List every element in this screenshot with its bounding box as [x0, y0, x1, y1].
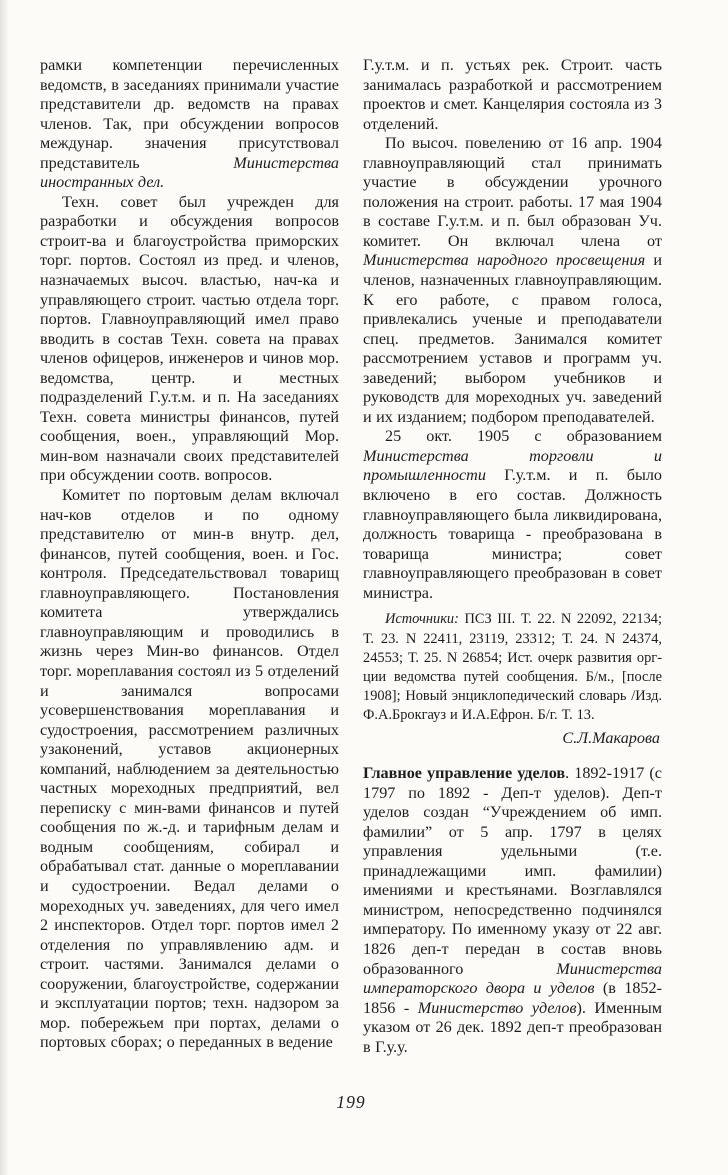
text-run-normal: Техн. совет был учрежден для разработки и обсуждения вопросов строит-ва и благоустройства приморских торг. портов. Состоял из пред. и членов, назначаемых высоч. властью, нач-ка и управляющего строит. частью отдела торг. портов. Главноуправляющий имел право вводить в состав Техн. совета на правах членов офицеров, инженеров и чинов мор. ведомства, центр. и местных подразделений Г.у.т.м. и п. На заседаниях Техн. совета министры финансов, путей сообщения, воен., управляющий Мор. мин-вом назначали своих представителей при обсуждении соотв. вопросов.	[40, 192, 339, 485]
text-run-italic: Министерство уделов	[417, 998, 577, 1017]
paragraph	[363, 427, 662, 603]
text-run-normal: Комитет по портовым делам включал нач-ков отделов и по одному представителю от мин-в внутр. дел, финансов, путей сообщения, воен. и Гос. контроля. Председательствовал товарищ главноуправляющего. Постановления комитета утверждались главноуправляющим и проводились в жизнь через Мин-во финансов. Отдел торг. мореплавания состоял из 5 отделений и занимался вопросами усовершенствования мореплавания и судостроения, рассмотрением различных узаконений, уставов акционерных компаний, наблюдением за деятельностью частных мореходных предприятий, вел переписку с мин-вами финансов и путей сообщения по ж.-д. и тарифным делам и водным сообщениям, собирал и обрабатывал стат. данные о мореплавании и судостроении. Ведал делами о мореходных уч. заведениях, для чего имел 2 инспекторов. Отдел торг. портов имел 2 отделения по управлявлению адм. и строит. частями. Занимался делами о сооружении, благоустройстве, содержании и эксплуатации портов; техн. надзором за мор. побережьем при портах, делами о портовых сборах; о переданных в ведение	[40, 486, 339, 1052]
author-signature	[363, 729, 662, 749]
text-run-italic: Министерства иностранных дел.	[40, 153, 339, 192]
text-run-normal: Г.у.т.м. и п. было включено в его состав. Должность главноуправляющего была ликвидирована, должность товарища - преобразована в товарища министра; совет главноуправляющего преобразован в совет министра.	[363, 466, 662, 602]
text-run-normal: рамки компетенции перечисленных ведомств, в заседаниях принимали участие представители др. ведомств на правах членов. Так, при обсуждении вопросов междунар. значения присутствовал представитель	[40, 56, 339, 172]
paragraph-continuation	[363, 56, 662, 134]
sources-paragraph	[363, 610, 662, 725]
entry-paragraph	[363, 764, 662, 1057]
text-run-normal: 25 окт. 1905 с образованием	[385, 427, 662, 446]
text-run-normal: (в 1852-1856 -	[363, 979, 663, 1017]
text-run-italic: С.Л.Макарова	[562, 728, 660, 747]
text-run-normal: и членов, назначенных главноуправляющим. К его работе, с правом голоса, привлекались ученые и преподаватели спец. предметов. Занимался комитет рассмотрением уставов и программ уч. заведений; выбором учебников и руководств для мореходных уч. заведений и их изданием; подбором преподавателей.	[363, 251, 662, 426]
text-run-normal: ). Именным указом от 26 дек. 1892 деп-т преобразован в Г.у.у.	[363, 998, 662, 1056]
paragraph	[40, 193, 339, 486]
text-area	[40, 56, 662, 1057]
text-run-italic: Министерства торговли и промышленности	[363, 446, 662, 485]
page-number: 199	[336, 1092, 366, 1112]
left-column	[40, 56, 339, 1057]
paragraph-continuation	[40, 56, 339, 193]
text-run-italic: Министерства народного просвещения	[363, 251, 646, 270]
text-run-normal: ПСЗ III. Т. 22. N 22092, 22134; Т. 23. N 22411, 23119, 23312; Т. 24. N 24374, 24553; Т. 25. N 26854; Ист. очерк развития орг-ции ведомства путей сообщения. Б/м., [после 1908]; Новый энциклопедический словарь /Изд. Ф.А.Брокгауз и И.А.Ефрон. Б/г. Т. 13.	[363, 611, 662, 724]
text-run-bold: Главное управление уделов	[363, 764, 566, 783]
text-run-normal: . 1892-1917 (с 1797 по 1892 - Деп-т уделов). Деп-т уделов создан “Учреждением об имп. фамилии” от 5 апр. 1797 в целях управления удельными (т.е. принадлежащими имп. фамилии) имениями и крестьянами. Возглавлялся министром, непосредственно подчинялся императору. По именному указу от 22 авг. 1826 деп-т передан в состав вновь образованного	[363, 764, 662, 978]
right-column	[363, 56, 662, 1057]
text-run-italic: Министерства императорского двора и уделов	[363, 959, 662, 998]
text-run-normal: По высоч. повелению от 16 апр. 1904 главноуправляющий стал принимать участие в обсуждении урочного положения на строит. работы. 17 мая 1904 в составе Г.у.т.м. и п. был образован Уч. комитет. Он включал члена от	[363, 134, 662, 250]
text-run-italic: Источники:	[385, 611, 459, 628]
paragraph	[40, 486, 339, 1053]
paragraph	[363, 134, 662, 427]
text-run-normal: Г.у.т.м. и п. устьях рек. Строит. часть занималась разработкой и рассмотрением проектов и смет. Канцелярия состояла из 3 отделений.	[363, 56, 662, 133]
